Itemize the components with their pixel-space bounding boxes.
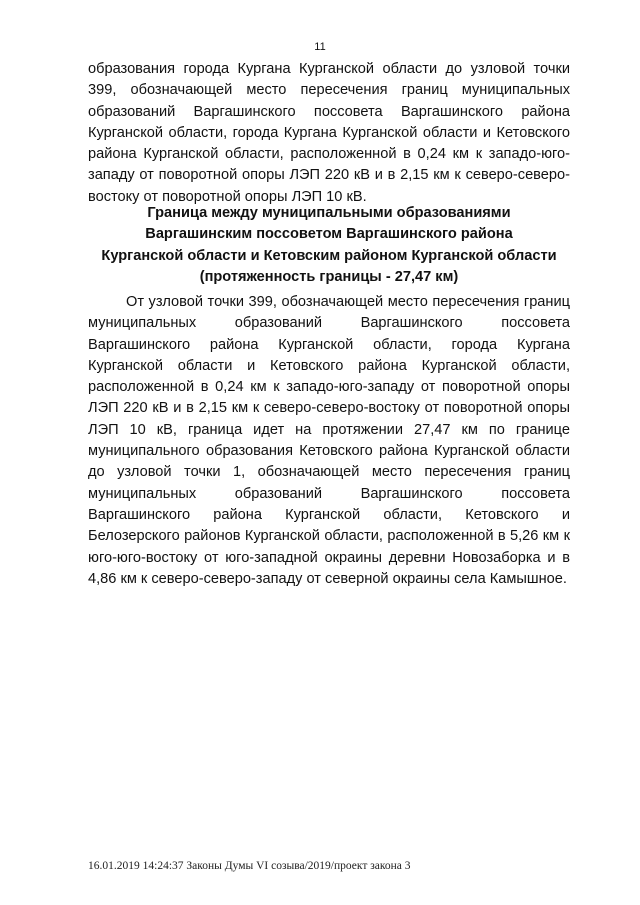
- page-number: 11: [314, 41, 326, 53]
- heading-line: Курганской области и Кетовским районом Курганской области: [101, 247, 557, 264]
- boundary-description-paragraph: От узловой точки 399, обозначающей место пересечения границ муниципальных образований Варгашинского поссовета Варгашинского района Курганской области, города Кургана Курганской области и Кетовского района Курганской области, расположенной в 0,24 км к западо-юго-западу от поворотной опоры ЛЭП 220 кВ и в 2,15 км к северо-северо-востоку от поворотной опоры ЛЭП 10 кВ, граница идет на протяжении 27,47 км по границе муниципального образования Кетовского района Курганской области до узловой точки 1, обозначающей место пересечения границ муниципальных образований Варгашинского поссовета Варгашинского района Курганской области, Кетовского и Белозерского районов Курганской области, расположенной в 5,26 км к юго-юго-востоку от юго-западной окраины деревни Новозаборка и в 4,86 км к северо-северо-западу от северной окраины села Камышное.: [88, 294, 570, 587]
- footer-document-info: 16.01.2019 14:24:37 Законы Думы VI созыва/2019/проект закона 3: [88, 860, 411, 872]
- heading-line: Варгашинским поссоветом Варгашинского района: [145, 226, 513, 243]
- heading-line: Граница между муниципальными образованиями: [147, 205, 511, 221]
- section-heading: [88, 203, 570, 288]
- continuation-paragraph: образования города Кургана Курганской области до узловой точки 399, обозначающей место пересечения границ муниципальных образований Варгашинского поссовета Варгашинского района Курганской области, города Кургана Курганской области и Кетовского района Курганской области, расположенной в 0,24 км к западо-юго-западу от поворотной опоры ЛЭП 220 кВ и в 2,15 км к северо-северо-востоку от поворотной опоры ЛЭП 10 кВ.: [88, 61, 570, 205]
- heading-line: (протяженность границы - 27,47 км): [199, 268, 459, 285]
